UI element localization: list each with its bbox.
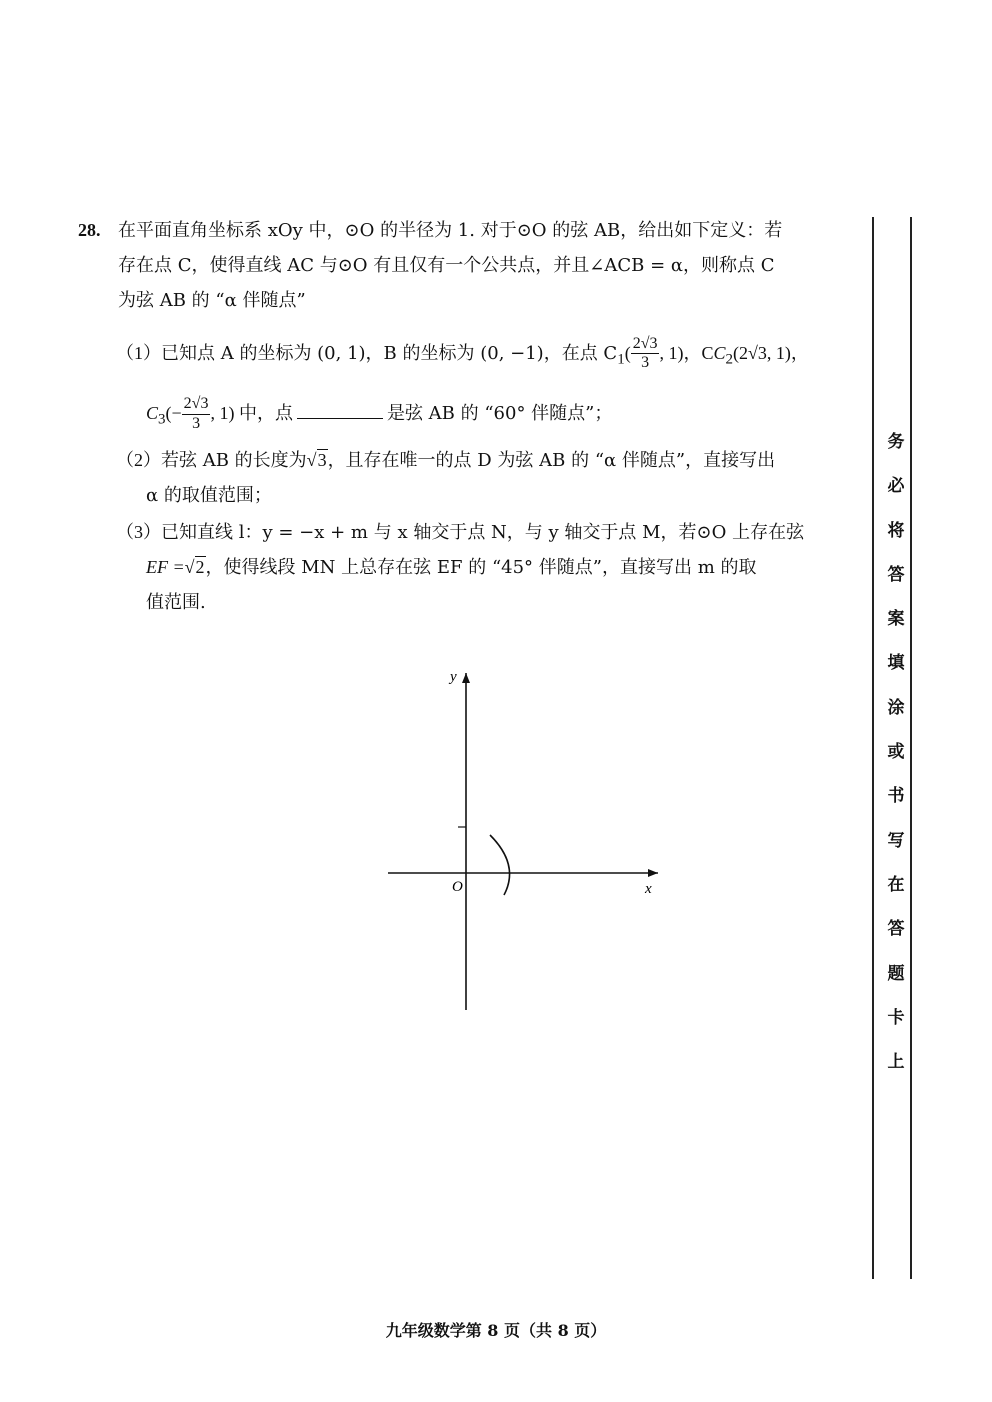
part-3 <box>116 515 816 620</box>
c2-letter: C <box>713 342 726 363</box>
y-axis-label: y <box>450 669 457 685</box>
stem-line-1: 在平面直角坐标系 xOy 中，⊙O 的半径为 1. 对于⊙O 的弦 AB，给出如下定义：若 <box>118 220 783 241</box>
x-axis-label: x <box>645 881 652 897</box>
part-2-line-1: （2）若弦 AB 的长度为√3，且存在唯一的点 D 为弦 AB 的 “α 伴随点”，直接写出 <box>116 450 776 471</box>
fraction-c1: $\frac{2√3}{3}$ <box>632 335 658 372</box>
question-stem <box>118 213 818 318</box>
origin-label: O <box>452 879 463 895</box>
part-3-line-1: （3）已知直线 l：y = −x + m 与 x 轴交于点 N，与 y 轴交于点 M，若⊙O 上存在弦 <box>116 522 805 543</box>
part-1-label: （1） <box>116 342 161 363</box>
x-axis-arrow <box>648 869 658 877</box>
margin-line-right <box>910 217 912 1279</box>
coordinate-figure <box>380 665 670 1015</box>
part-1-line-2: $C_3(-$ $\frac{2√3}{3}$ , 1) 中，点 是弦 AB 的 “60° 伴随点”； <box>146 395 613 432</box>
part-3-line-2: EF =√2，使得线段 MN 上总存在弦 EF 的 “45° 伴随点”，直接写出 m 的取 <box>146 557 757 578</box>
fraction-c3: $\frac{2√3}{3}$ <box>183 395 209 432</box>
y-axis-arrow <box>462 673 470 683</box>
part-1-line-1: （1）已知点 A 的坐标为 (0, 1)，B 的坐标为 (0, −1)，在点 $C_1$( $\frac{2√3}{3}$ , 1)，$CC_2(2√3$, 1)， <box>116 335 809 372</box>
stem-line-2: 存在点 C，使得直线 AC 与⊙O 有且仅有一个公共点，并且∠ACB = α，则称点 C <box>118 255 775 276</box>
circle-arc <box>490 835 510 895</box>
part-2-line-2: α 的取值范围； <box>146 485 272 506</box>
margin-notice: 务 必 将 答 案 填 涂 或 书 写 在 答 题 卡 上 <box>887 432 905 1073</box>
page-footer: 九年级数学第 8 页（共 8 页） <box>385 1321 607 1340</box>
part-2 <box>116 443 816 513</box>
answer-blank[interactable] <box>297 398 383 419</box>
sqrt-2: √2 <box>184 557 205 577</box>
margin-line-left <box>872 217 874 1279</box>
stem-line-3: 为弦 AB 的 “α 伴随点” <box>118 290 306 311</box>
sqrt-3: √3 <box>306 450 327 470</box>
part-1 <box>116 335 816 438</box>
part-3-line-3: 值范围. <box>146 592 206 613</box>
part-1-text-a: 已知点 A 的坐标为 (0, 1)，B 的坐标为 (0, −1)，在点 C <box>161 342 618 364</box>
question-number: 28. <box>78 220 101 240</box>
